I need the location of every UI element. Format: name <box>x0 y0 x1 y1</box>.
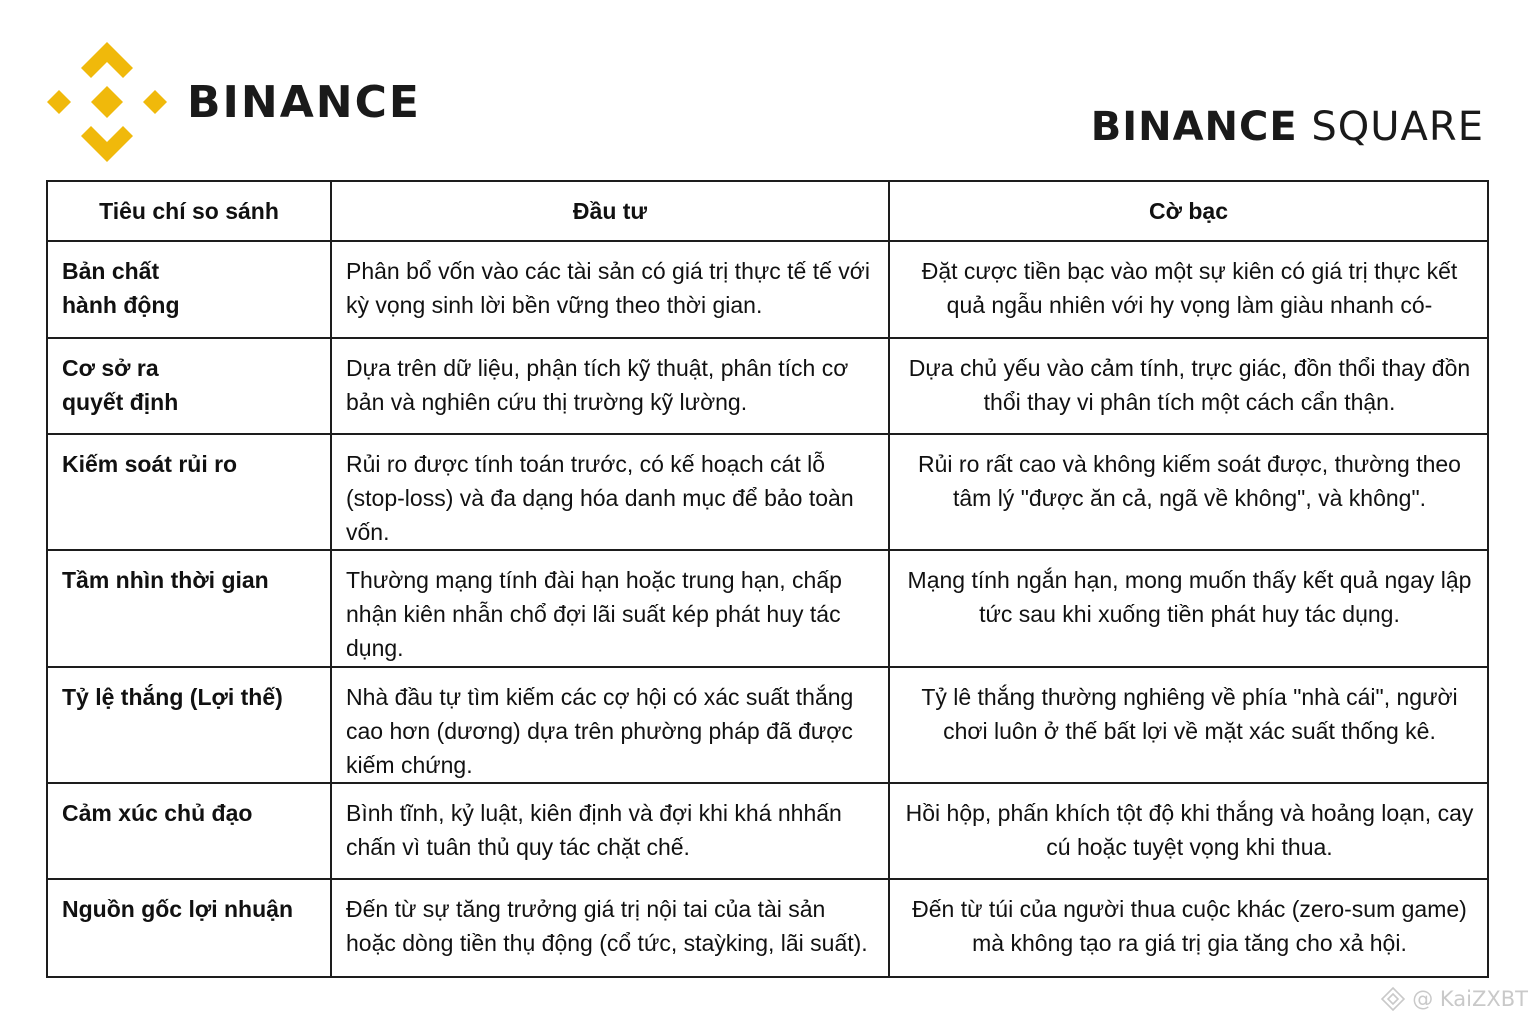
row-investment: Bình tĩnh, kỷ luật, kiên định và đợi khi khá nhhấn chấn vì tuân thủ quy tác chặt chế. <box>331 783 889 879</box>
row-investment: Đến từ sự tăng trưởng giá trị nội tai của tài sản hoặc dòng tiền thụ động (cổ tức, staỳking, lãi suất). <box>331 879 889 977</box>
table-row <box>47 241 1488 338</box>
binance-square-icon <box>1380 986 1406 1012</box>
criterion-text: Bản chất hành động <box>62 258 180 318</box>
table-header-row <box>47 181 1488 241</box>
row-criterion: Kiếm soát rủi ro <box>47 434 331 550</box>
binance-square-title <box>1091 104 1484 150</box>
binance-diamond-icon <box>45 40 169 164</box>
row-investment: Thường mạng tính đài hạn hoặc trung hạn, chấp nhận kiên nhẫn chổ đợi lãi suất kép phát huy tác dụng. <box>331 550 889 667</box>
square-title-light: SQUARE <box>1311 104 1484 150</box>
row-investment: Nhà đầu tự tìm kiếm các cợ hội có xác suất thắng cao hơn (dương) dựa trên phường pháp đã được kiếm chứng. <box>331 667 889 783</box>
row-criterion <box>47 338 331 434</box>
table-row <box>47 783 1488 879</box>
watermark-text: @ KaiZXBT <box>1412 987 1528 1011</box>
binance-logo <box>45 40 421 164</box>
brand-name: BINANCE <box>187 76 421 128</box>
header-criteria: Tiêu chí so sánh <box>47 181 331 241</box>
row-gambling: Tỷ lê thắng thường nghiêng về phía "nhà cái", người chơi luôn ở thế bất lợi về mặt xác suất thống kê. <box>889 667 1488 783</box>
row-criterion: Tầm nhìn thời gian <box>47 550 331 667</box>
table-row <box>47 338 1488 434</box>
table-row <box>47 550 1488 667</box>
square-title-bold: BINANCE <box>1090 104 1298 150</box>
table-row <box>47 879 1488 977</box>
row-gambling: Dựa chủ yếu vào cảm tính, trực giác, đồn thổi thay đồn thổi thay vi phân tích một cách cẩn thận. <box>889 338 1488 434</box>
row-gambling: Hồi hộp, phấn khích tột độ khi thắng và hoảng loạn, cay cú hoặc tuyệt vọng khi thua. <box>889 783 1488 879</box>
row-gambling: Mạng tính ngắn hạn, mong muốn thấy kết quả ngay lập tức sau khi xuống tiền phát huy tác dụng. <box>889 550 1488 667</box>
row-gambling: Đến từ túi của người thua cuộc khác (zero-sum game) mà không tạo ra giá trị gia tăng cho xả hội. <box>889 879 1488 977</box>
criterion-text: Cơ sở ra quyết định <box>62 355 179 415</box>
row-gambling: Rủi ro rất cao và không kiếm soát được, thường theo tâm lý "được ăn cả, ngã về không", và không". <box>889 434 1488 550</box>
header-gambling: Cờ bạc <box>889 181 1488 241</box>
comparison-table <box>46 180 1489 978</box>
table-row <box>47 434 1488 550</box>
row-investment: Dựa trên dữ liệu, phận tích kỹ thuật, phân tích cơ bản và nghiên cứu thị trường kỹ lường. <box>331 338 889 434</box>
row-investment: Phân bổ vốn vào các tài sản có giá trị thực tế tế với kỳ vọng sinh lời bền vững theo thời gian. <box>331 241 889 338</box>
row-criterion: Tỷ lệ thắng (Lợi thế) <box>47 667 331 783</box>
row-criterion: Nguồn gốc lợi nhuận <box>47 879 331 977</box>
header-investment: Đầu tư <box>331 181 889 241</box>
row-criterion: Cảm xúc chủ đạo <box>47 783 331 879</box>
author-watermark <box>1380 986 1528 1012</box>
table-row <box>47 667 1488 783</box>
row-gambling: Đặt cược tiền bạc vào một sự kiên có giá trị thực kết quả ngẫu nhiên với hy vọng làm giàu nhanh có- <box>889 241 1488 338</box>
row-criterion <box>47 241 331 338</box>
row-investment: Rủi ro được tính toán trước, có kế hoạch cát lỗ (stop-loss) và đa dạng hóa danh mục để bảo toàn vốn. <box>331 434 889 550</box>
